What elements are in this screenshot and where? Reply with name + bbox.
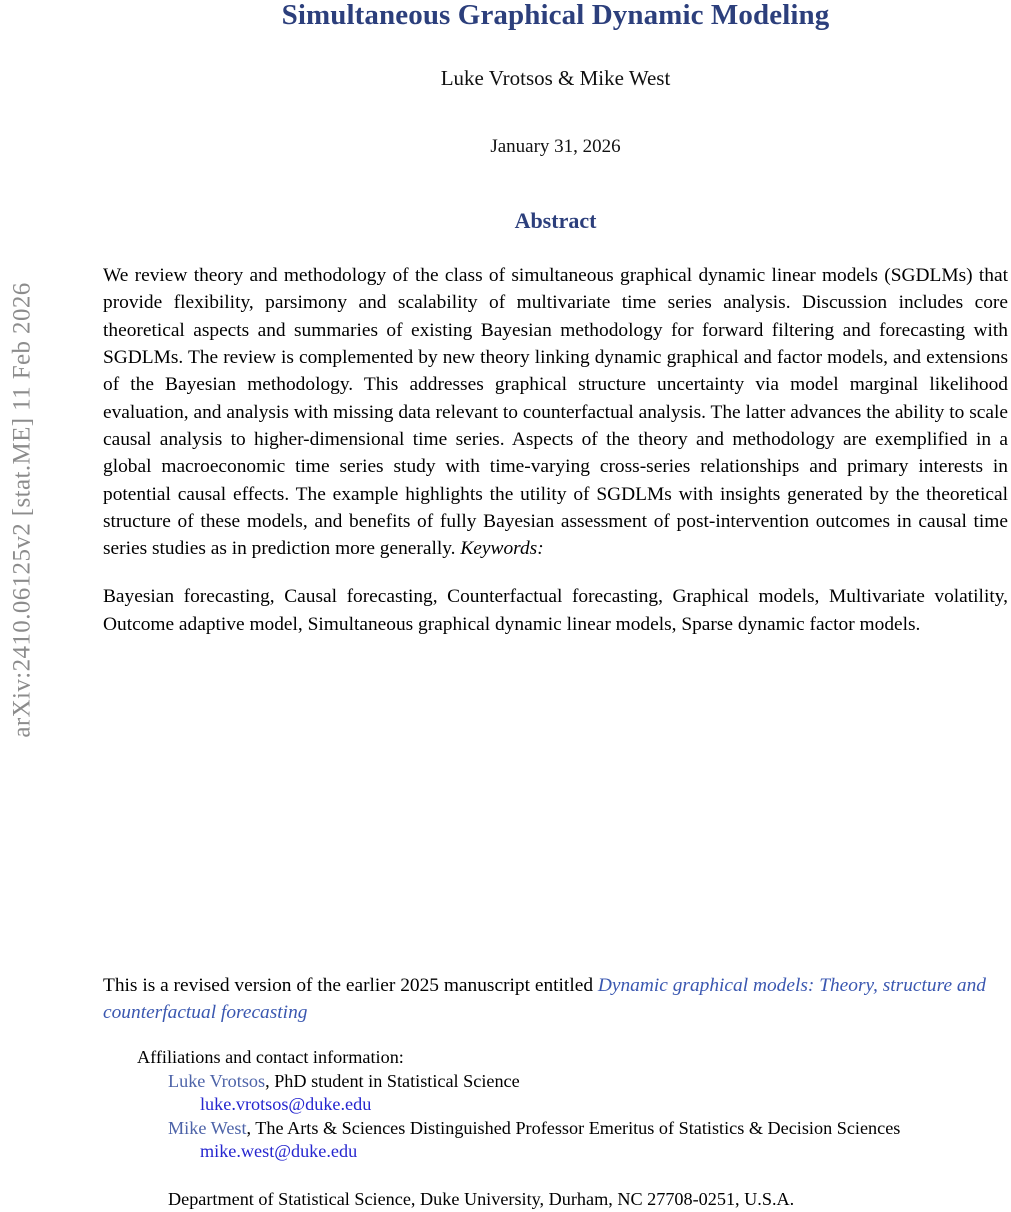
affiliations-heading: Affiliations and contact information: xyxy=(137,1047,404,1067)
abstract-body xyxy=(103,262,1008,562)
email-link-luke-vrotsos[interactable]: luke.vrotsos@duke.edu xyxy=(200,1094,372,1115)
abstract-section xyxy=(103,233,1008,638)
department-address: Department of Statistical Science, Duke University, Durham, NC 27708-0251, U.S.A. xyxy=(168,1188,795,1209)
arxiv-identifier-text: arXiv:2410.06125v2 [stat.ME] 11 Feb 2026 xyxy=(8,282,36,738)
affiliations-block xyxy=(137,1046,1011,1212)
author-role-mike-west: , The Arts & Sciences Distinguished Professor Emeritus of Statistics & Decision Sciences xyxy=(246,1117,901,1138)
email-link-mike-west[interactable]: mike.west@duke.edu xyxy=(200,1141,358,1162)
affiliation-email-1 xyxy=(137,1093,1011,1117)
revision-note xyxy=(103,972,1008,1026)
affiliation-email-2 xyxy=(137,1140,1011,1164)
affiliation-person-1 xyxy=(137,1070,1011,1094)
abstract-body-text: We review theory and methodology of the class of simultaneous graphical dynamic linear models (SGDLMs) that provide flexibility, parsimony and scalability of multivariate time series analysis. Discussion includes core theoretical aspects and summaries of existing Bayesian methodology for forward filtering and forecasting with SGDLMs. The review is complemented by new theory linking dynamic graphical and factor models, and extensions of the Bayesian methodology. This addresses graphical structure uncertainty via model marginal likelihood evaluation, and analysis with missing data relevant to counterfactual analysis. The latter advances the ability to scale causal analysis to higher-dimensional time series. Aspects of the theory and methodology are exemplified in a global macroeconomic time series study with time-varying cross-series relationships and primary interests in potential causal effects. The example highlights the utility of SGDLMs with insights generated by the theoretical structure of these models, and benefits of fully Bayesian assessment of post-intervention outcomes in causal time series studies as in prediction more generally. xyxy=(103,265,1008,560)
keywords-body: Bayesian forecasting, Causal forecasting, Counterfactual forecasting, Graphical models, Multivariate volatility, Outcome adaptive model, Simultaneous graphical dynamic linear models, Sparse dynamic factor models. xyxy=(103,586,1008,635)
publication-date: January 31, 2026 xyxy=(490,136,621,158)
author-name-mike-west[interactable]: Mike West xyxy=(168,1117,247,1138)
affiliation-person-2 xyxy=(137,1117,1011,1141)
abstract-heading: Abstract xyxy=(514,207,597,233)
author-list: Luke Vrotsos & Mike West xyxy=(440,66,671,90)
revision-note-lead: This is a revised version of the earlier 2025 manuscript entitled xyxy=(103,975,598,996)
author-role-luke-vrotsos: , PhD student in Statistical Science xyxy=(265,1070,520,1091)
previous-title-link[interactable]: Dynamic graphical models: Theory, structure and counterfactual forecasting xyxy=(103,975,986,1023)
author-name-luke-vrotsos[interactable]: Luke Vrotsos xyxy=(168,1070,266,1091)
arxiv-identifier-stamp xyxy=(0,0,44,1020)
keywords-label: Keywords: xyxy=(460,538,544,560)
paper-page xyxy=(103,0,1008,638)
page-title: Simultaneous Graphical Dynamic Modeling xyxy=(281,0,830,31)
